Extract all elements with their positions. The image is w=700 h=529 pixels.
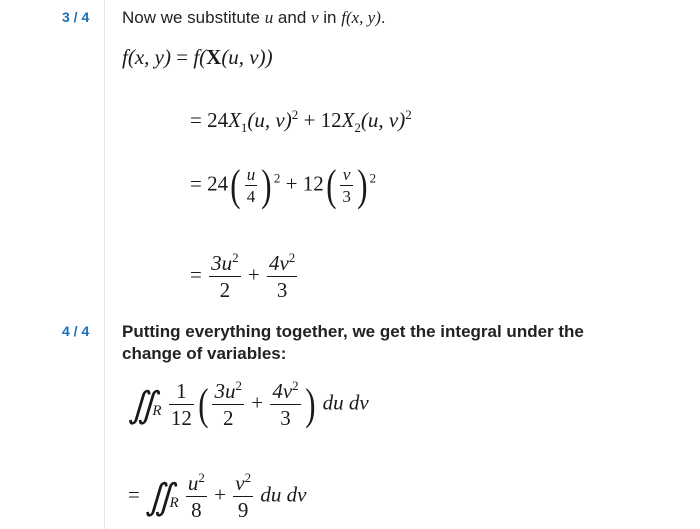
step-counter: 3 / 4 — [62, 9, 90, 25]
frac-num: u — [246, 164, 256, 184]
math-lhs: f(x, y) — [122, 45, 171, 69]
fraction — [186, 470, 207, 524]
paren: ( — [325, 161, 337, 210]
frac-num — [267, 250, 297, 276]
math-plus: + 12 — [298, 108, 342, 132]
math-args: (u, v) — [360, 108, 406, 132]
math-X1: X — [228, 108, 241, 132]
math-args: (u, v)) — [221, 45, 273, 69]
math-eq: = 24 — [190, 108, 229, 132]
num-text: u — [187, 471, 199, 495]
text-segment: in — [318, 8, 342, 27]
math-eq: = — [128, 482, 140, 507]
text-segment: and — [273, 8, 311, 27]
math-f: f( — [193, 45, 207, 69]
frac-den: 3 — [342, 187, 351, 206]
frac-num — [233, 470, 253, 496]
math-X2: X — [341, 108, 355, 132]
math-X: X — [206, 45, 222, 69]
equation-line — [190, 160, 376, 211]
region-R: R — [169, 494, 179, 511]
math-exp: 2 — [232, 250, 239, 265]
fraction — [340, 164, 353, 208]
math-exp: 2 — [198, 470, 205, 485]
fraction — [245, 164, 258, 208]
paren: ) — [261, 161, 272, 210]
step-text — [122, 7, 386, 29]
num-text: v — [235, 471, 245, 495]
paren: ) — [304, 380, 316, 430]
integral-sign: ∬ — [128, 384, 145, 425]
text-segment: . — [380, 8, 386, 27]
fraction — [233, 470, 253, 524]
fraction — [169, 378, 194, 432]
math-exp: 2 — [405, 107, 412, 122]
frac-den: 9 — [233, 496, 253, 523]
region-R: R — [152, 402, 162, 419]
fraction — [212, 378, 244, 432]
frac-den: 3 — [267, 276, 297, 303]
equation-line — [122, 45, 273, 70]
frac-num — [209, 250, 241, 276]
math-eq: = — [170, 45, 194, 69]
math-plus: + — [247, 262, 260, 287]
frac-den: 12 — [170, 406, 192, 431]
step-text: Putting everything together, we get the integral under the change of variables: — [122, 322, 584, 363]
step-rail — [104, 0, 105, 529]
num-text: 3u — [211, 251, 233, 275]
math-exp: 2 — [369, 170, 377, 186]
text-segment: Now we substitute — [122, 8, 265, 27]
step-counter: 4 / 4 — [62, 323, 90, 339]
paren: ( — [230, 161, 241, 210]
math-plus: + — [214, 482, 227, 507]
differentials: du dv — [260, 482, 307, 507]
fraction — [267, 250, 297, 304]
math-plus: + 12 — [285, 171, 324, 196]
frac-num — [270, 378, 300, 404]
math-eq: = — [190, 262, 202, 287]
frac-den: 4 — [246, 187, 256, 206]
math-sub: 1 — [240, 120, 248, 136]
frac-den: 2 — [209, 276, 241, 303]
fraction — [209, 250, 241, 304]
frac-num — [212, 378, 244, 404]
math-args: (u, v) — [247, 108, 292, 132]
math-exp: 2 — [235, 378, 242, 393]
math-exp: 2 — [244, 470, 252, 485]
math-exp: 2 — [291, 107, 299, 122]
var-u: u — [264, 8, 274, 27]
num-text: 3u — [214, 379, 236, 403]
num-text: 4v — [272, 379, 293, 403]
frac-den: 3 — [270, 404, 300, 431]
math-plus: + — [251, 390, 264, 415]
frac-den: 8 — [186, 496, 207, 523]
equation-line — [128, 378, 369, 432]
math-exp: 2 — [273, 170, 281, 186]
var-v: v — [311, 8, 319, 27]
func-f: f(x, y) — [341, 8, 381, 27]
fraction — [270, 378, 300, 432]
frac-num — [186, 470, 207, 496]
equation-line — [128, 470, 306, 524]
paren: ) — [357, 161, 368, 210]
math-exp: 2 — [288, 250, 296, 265]
differentials: du dv — [322, 390, 369, 415]
math-eq: = 24 — [190, 171, 229, 196]
frac-num: 1 — [176, 379, 187, 403]
frac-den: 2 — [212, 404, 244, 431]
frac-num: v — [342, 164, 351, 184]
integral-sign: ∬ — [145, 476, 162, 517]
equation-line — [190, 250, 299, 304]
math-exp: 2 — [292, 378, 299, 393]
paren: ( — [198, 380, 209, 430]
equation-line — [190, 107, 412, 136]
num-text: 4v — [268, 251, 289, 275]
math-sub: 2 — [354, 120, 361, 136]
